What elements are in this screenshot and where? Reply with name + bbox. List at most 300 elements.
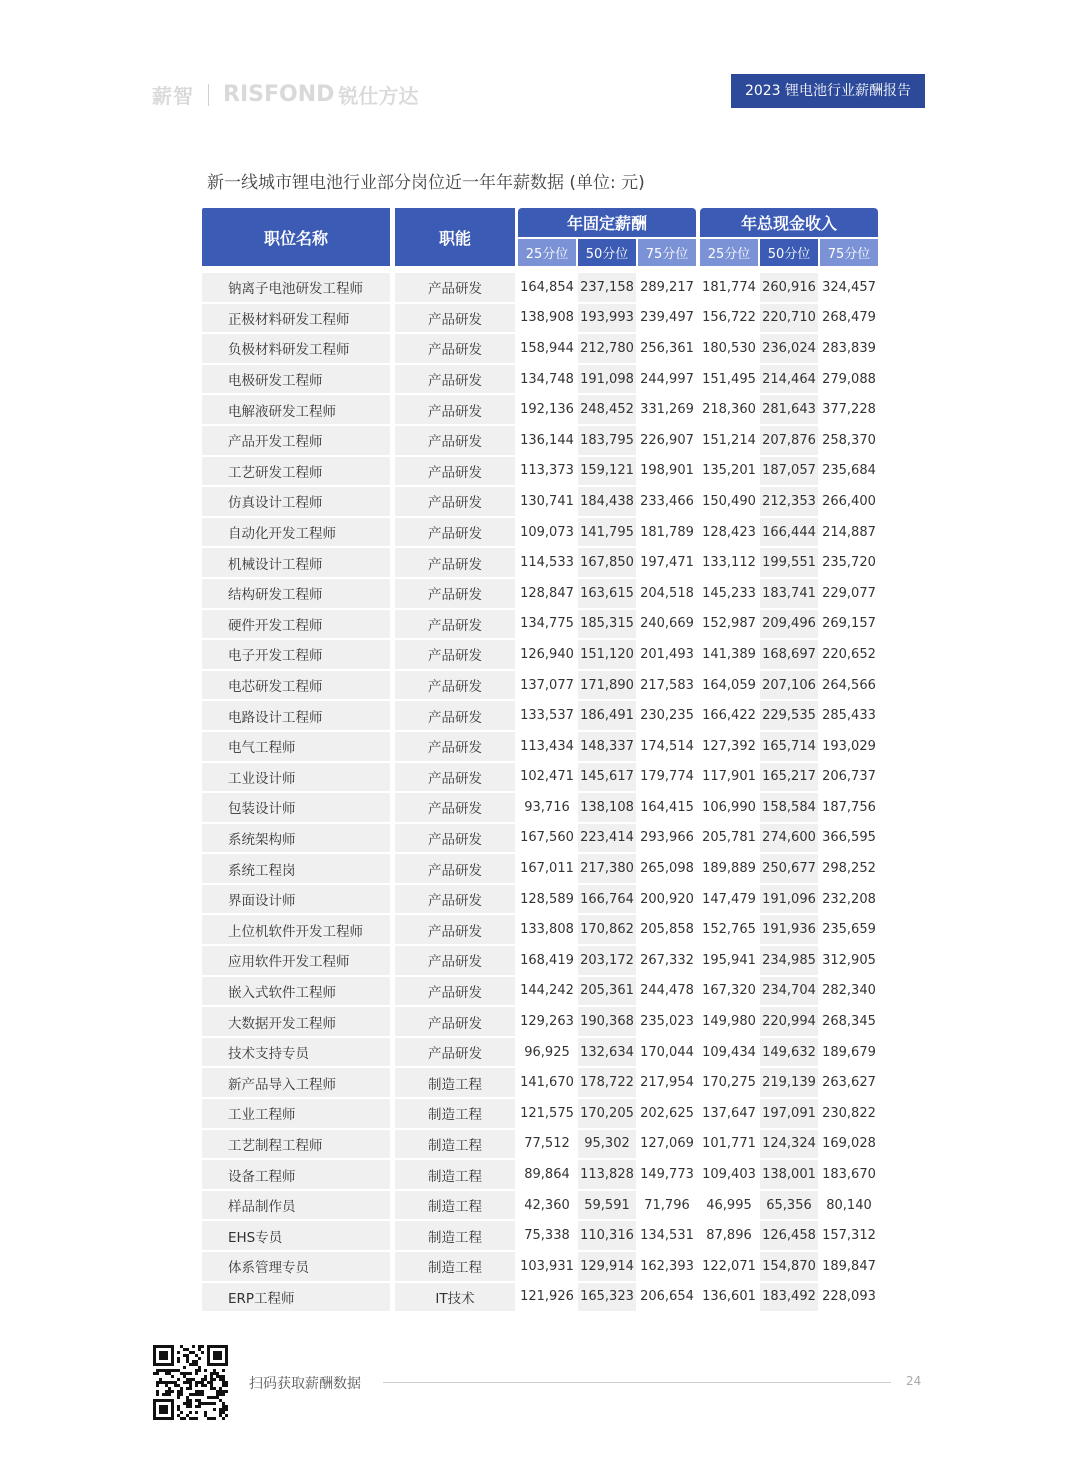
cell-total-p75: 206,737 xyxy=(822,769,876,785)
cell-fixed-p50: 193,993 xyxy=(578,304,636,333)
table-row xyxy=(202,272,878,303)
cell-fixed-p50: 178,722 xyxy=(578,1068,636,1097)
cell-fixed-p75: 226,907 xyxy=(640,432,694,448)
table-row xyxy=(202,762,878,793)
row-position-name: 钠离子电池研发工程师 xyxy=(202,273,390,302)
cell-fixed-p75: 164,415 xyxy=(640,799,694,815)
row-function: 制造工程 xyxy=(395,1160,515,1189)
cell-total-p75: 183,670 xyxy=(822,1167,876,1183)
row-position-name: 工艺制程工程师 xyxy=(202,1130,390,1159)
cell-total-p25: 147,479 xyxy=(702,891,756,907)
cell-total-p50: 197,091 xyxy=(760,1099,818,1128)
cell-total-p25: 151,214 xyxy=(702,432,756,448)
row-function: 产品研发 xyxy=(395,548,515,577)
report-title-badge: 2023 锂电池行业薪酬报告 xyxy=(731,74,925,108)
row-function: 产品研发 xyxy=(395,579,515,608)
cell-total-p75: 235,684 xyxy=(822,463,876,479)
cell-total-p50: 158,584 xyxy=(760,793,818,822)
row-position-name: 结构研发工程师 xyxy=(202,579,390,608)
cell-fixed-p75: 198,901 xyxy=(640,463,694,479)
row-function: 产品研发 xyxy=(395,395,515,424)
row-function: 产品研发 xyxy=(395,457,515,486)
cell-fixed-p25: 134,775 xyxy=(520,616,574,632)
qr-code-icon xyxy=(153,1345,228,1420)
cell-total-p50: 183,492 xyxy=(760,1283,818,1312)
cell-fixed-p25: 144,242 xyxy=(520,983,574,999)
row-function: 产品研发 xyxy=(395,365,515,394)
cell-total-p50: 219,139 xyxy=(760,1068,818,1097)
row-function: 产品研发 xyxy=(395,854,515,883)
cell-fixed-p50: 159,121 xyxy=(578,457,636,486)
cell-fixed-p75: 265,098 xyxy=(640,861,694,877)
cell-total-p25: 181,774 xyxy=(702,279,756,295)
logo-risfond-cn: 锐仕方达 xyxy=(338,84,419,108)
cell-total-p50: 149,632 xyxy=(760,1038,818,1067)
row-position-name: 体系管理专员 xyxy=(202,1252,390,1281)
row-position-name: 样品制作员 xyxy=(202,1191,390,1220)
row-function: 产品研发 xyxy=(395,426,515,455)
table-row xyxy=(202,792,878,823)
cell-fixed-p25: 114,533 xyxy=(520,555,574,571)
cell-total-p75: 169,028 xyxy=(822,1136,876,1152)
row-position-name: 大数据开发工程师 xyxy=(202,1007,390,1036)
row-function: 制造工程 xyxy=(395,1099,515,1128)
cell-fixed-p50: 110,316 xyxy=(578,1221,636,1250)
header-fixed-salary: 年固定薪酬 xyxy=(518,208,696,237)
cell-total-p50: 199,551 xyxy=(760,548,818,577)
cell-fixed-p25: 137,077 xyxy=(520,677,574,693)
cell-total-p25: 156,722 xyxy=(702,310,756,326)
cell-total-p50: 124,324 xyxy=(760,1130,818,1159)
cell-total-p25: 127,392 xyxy=(702,738,756,754)
cell-total-p75: 235,720 xyxy=(822,555,876,571)
row-position-name: 仿真设计工程师 xyxy=(202,487,390,516)
table-row xyxy=(202,1251,878,1282)
cell-fixed-p50: 217,380 xyxy=(578,854,636,883)
cell-fixed-p50: 59,591 xyxy=(578,1191,636,1220)
cell-total-p50: 229,535 xyxy=(760,701,818,730)
cell-fixed-p50: 166,764 xyxy=(578,885,636,914)
cell-fixed-p50: 151,120 xyxy=(578,640,636,669)
cell-fixed-p25: 141,670 xyxy=(520,1075,574,1091)
cell-fixed-p50: 171,890 xyxy=(578,671,636,700)
cell-total-p50: 220,710 xyxy=(760,304,818,333)
cell-fixed-p75: 204,518 xyxy=(640,585,694,601)
cell-total-p75: 193,029 xyxy=(822,738,876,754)
cell-fixed-p75: 244,997 xyxy=(640,371,694,387)
table-row xyxy=(202,609,878,640)
row-position-name: ERP工程师 xyxy=(202,1283,390,1312)
row-position-name: 设备工程师 xyxy=(202,1160,390,1189)
cell-fixed-p75: 235,023 xyxy=(640,1014,694,1030)
cell-total-p50: 236,024 xyxy=(760,334,818,363)
cell-total-p75: 228,093 xyxy=(822,1289,876,1305)
cell-fixed-p25: 103,931 xyxy=(520,1258,574,1274)
table-row xyxy=(202,1282,878,1313)
cell-total-p75: 283,839 xyxy=(822,340,876,356)
row-function: 产品研发 xyxy=(395,915,515,944)
cell-fixed-p25: 158,944 xyxy=(520,340,574,356)
cell-fixed-p50: 163,615 xyxy=(578,579,636,608)
cell-total-p50: 209,496 xyxy=(760,610,818,639)
cell-total-p75: 268,479 xyxy=(822,310,876,326)
row-function: 产品研发 xyxy=(395,763,515,792)
cell-fixed-p75: 217,583 xyxy=(640,677,694,693)
cell-total-p50: 212,353 xyxy=(760,487,818,516)
cell-fixed-p50: 237,158 xyxy=(578,273,636,302)
cell-total-p25: 133,112 xyxy=(702,555,756,571)
cell-fixed-p50: 170,862 xyxy=(578,915,636,944)
cell-total-p25: 46,995 xyxy=(706,1197,752,1213)
cell-total-p50: 220,994 xyxy=(760,1007,818,1036)
cell-fixed-p50: 212,780 xyxy=(578,334,636,363)
row-function: 产品研发 xyxy=(395,273,515,302)
row-position-name: 新产品导入工程师 xyxy=(202,1068,390,1097)
row-position-name: 系统架构师 xyxy=(202,824,390,853)
row-function: 产品研发 xyxy=(395,977,515,1006)
cell-total-p25: 152,987 xyxy=(702,616,756,632)
header-total-p75: 75分位 xyxy=(820,239,878,266)
cell-total-p75: 298,252 xyxy=(822,861,876,877)
cell-fixed-p75: 239,497 xyxy=(640,310,694,326)
row-position-name: 界面设计师 xyxy=(202,885,390,914)
cell-fixed-p75: 170,044 xyxy=(640,1044,694,1060)
row-function: 制造工程 xyxy=(395,1068,515,1097)
row-position-name: 电子开发工程师 xyxy=(202,640,390,669)
cell-total-p50: 165,217 xyxy=(760,763,818,792)
table-row xyxy=(202,731,878,762)
cell-total-p25: 135,201 xyxy=(702,463,756,479)
header-logo xyxy=(152,80,418,109)
cell-fixed-p50: 167,850 xyxy=(578,548,636,577)
row-function: 产品研发 xyxy=(395,946,515,975)
cell-total-p50: 250,677 xyxy=(760,854,818,883)
table-row xyxy=(202,456,878,487)
header-total-p25: 25分位 xyxy=(700,239,758,266)
cell-total-p25: 87,896 xyxy=(706,1228,752,1244)
cell-fixed-p75: 244,478 xyxy=(640,983,694,999)
cell-total-p75: 232,208 xyxy=(822,891,876,907)
cell-total-p50: 166,444 xyxy=(760,518,818,547)
cell-fixed-p75: 201,493 xyxy=(640,646,694,662)
row-function: 产品研发 xyxy=(395,732,515,761)
cell-total-p25: 164,059 xyxy=(702,677,756,693)
table-row xyxy=(202,394,878,425)
cell-fixed-p25: 133,808 xyxy=(520,922,574,938)
cell-fixed-p75: 293,966 xyxy=(640,830,694,846)
table-title: 新一线城市锂电池行业部分岗位近一年年薪数据 (单位: 元) xyxy=(207,173,645,193)
cell-total-p50: 260,916 xyxy=(760,273,818,302)
cell-total-p25: 136,601 xyxy=(702,1289,756,1305)
cell-total-p50: 274,600 xyxy=(760,824,818,853)
row-position-name: 产品开发工程师 xyxy=(202,426,390,455)
row-position-name: 应用软件开发工程师 xyxy=(202,946,390,975)
row-position-name: 电解液研发工程师 xyxy=(202,395,390,424)
cell-total-p75: 235,659 xyxy=(822,922,876,938)
cell-fixed-p25: 113,373 xyxy=(520,463,574,479)
row-position-name: 硬件开发工程师 xyxy=(202,610,390,639)
cell-total-p75: 324,457 xyxy=(822,279,876,295)
cell-total-p50: 126,458 xyxy=(760,1221,818,1250)
cell-fixed-p50: 132,634 xyxy=(578,1038,636,1067)
cell-total-p75: 269,157 xyxy=(822,616,876,632)
row-function: 产品研发 xyxy=(395,640,515,669)
cell-fixed-p75: 181,789 xyxy=(640,524,694,540)
row-function: 产品研发 xyxy=(395,793,515,822)
table-row xyxy=(202,578,878,609)
row-position-name: 机械设计工程师 xyxy=(202,548,390,577)
cell-fixed-p25: 134,748 xyxy=(520,371,574,387)
cell-fixed-p75: 205,858 xyxy=(640,922,694,938)
table-row xyxy=(202,1037,878,1068)
cell-fixed-p25: 113,434 xyxy=(520,738,574,754)
table-row xyxy=(202,1190,878,1221)
cell-fixed-p50: 203,172 xyxy=(578,946,636,975)
row-position-name: 电极研发工程师 xyxy=(202,365,390,394)
cell-total-p25: 195,941 xyxy=(702,952,756,968)
table-row xyxy=(202,547,878,578)
row-position-name: 自动化开发工程师 xyxy=(202,518,390,547)
header-fixed-p75: 75分位 xyxy=(638,239,696,266)
table-row xyxy=(202,1129,878,1160)
cell-total-p50: 138,001 xyxy=(760,1160,818,1189)
row-position-name: 工业工程师 xyxy=(202,1099,390,1128)
table-row xyxy=(202,976,878,1007)
cell-fixed-p75: 197,471 xyxy=(640,555,694,571)
cell-fixed-p50: 191,098 xyxy=(578,365,636,394)
cell-total-p75: 80,140 xyxy=(826,1197,872,1213)
cell-total-p75: 187,756 xyxy=(822,799,876,815)
cell-total-p25: 150,490 xyxy=(702,493,756,509)
cell-fixed-p75: 71,796 xyxy=(644,1197,690,1213)
table-row xyxy=(202,914,878,945)
cell-total-p75: 366,595 xyxy=(822,830,876,846)
header-fixed-p25: 25分位 xyxy=(518,239,576,266)
cell-fixed-p25: 138,908 xyxy=(520,310,574,326)
header-total-p50: 50分位 xyxy=(760,239,818,266)
cell-fixed-p75: 240,669 xyxy=(640,616,694,632)
table-row xyxy=(202,700,878,731)
table-row xyxy=(202,1067,878,1098)
row-position-name: 工业设计师 xyxy=(202,763,390,792)
cell-fixed-p25: 102,471 xyxy=(520,769,574,785)
table-row xyxy=(202,303,878,334)
cell-total-p50: 281,643 xyxy=(760,395,818,424)
cell-fixed-p50: 113,828 xyxy=(578,1160,636,1189)
table-row xyxy=(202,425,878,456)
cell-fixed-p75: 331,269 xyxy=(640,402,694,418)
row-position-name: 工艺研发工程师 xyxy=(202,457,390,486)
cell-total-p25: 167,320 xyxy=(702,983,756,999)
table-row xyxy=(202,1159,878,1190)
cell-total-p50: 187,057 xyxy=(760,457,818,486)
table-row xyxy=(202,853,878,884)
table-row xyxy=(202,517,878,548)
table-row xyxy=(202,1006,878,1037)
cell-fixed-p25: 164,854 xyxy=(520,279,574,295)
cell-total-p75: 264,566 xyxy=(822,677,876,693)
row-function: 制造工程 xyxy=(395,1221,515,1250)
row-position-name: 系统工程岗 xyxy=(202,854,390,883)
cell-total-p50: 207,106 xyxy=(760,671,818,700)
cell-fixed-p50: 186,491 xyxy=(578,701,636,730)
table-row xyxy=(202,670,878,701)
cell-fixed-p25: 129,263 xyxy=(520,1014,574,1030)
cell-fixed-p25: 130,741 xyxy=(520,493,574,509)
cell-fixed-p25: 93,716 xyxy=(524,799,570,815)
row-function: 产品研发 xyxy=(395,518,515,547)
table-row xyxy=(202,823,878,854)
cell-total-p75: 189,679 xyxy=(822,1044,876,1060)
table-row xyxy=(202,945,878,976)
cell-total-p50: 168,697 xyxy=(760,640,818,669)
cell-total-p25: 180,530 xyxy=(702,340,756,356)
cell-fixed-p75: 233,466 xyxy=(640,493,694,509)
cell-fixed-p25: 75,338 xyxy=(524,1228,570,1244)
row-position-name: 包装设计师 xyxy=(202,793,390,822)
cell-fixed-p25: 136,144 xyxy=(520,432,574,448)
cell-total-p75: 266,400 xyxy=(822,493,876,509)
row-function: 产品研发 xyxy=(395,1007,515,1036)
cell-total-p50: 234,985 xyxy=(760,946,818,975)
table-body xyxy=(202,272,878,1312)
cell-total-p25: 151,495 xyxy=(702,371,756,387)
cell-fixed-p25: 167,560 xyxy=(520,830,574,846)
cell-total-p25: 106,990 xyxy=(702,799,756,815)
header-function: 职能 xyxy=(395,208,515,266)
row-position-name: EHS专员 xyxy=(202,1221,390,1250)
header-total-cash: 年总现金收入 xyxy=(700,208,878,237)
cell-fixed-p50: 141,795 xyxy=(578,518,636,547)
row-position-name: 技术支持专员 xyxy=(202,1038,390,1067)
cell-total-p75: 214,887 xyxy=(822,524,876,540)
row-position-name: 上位机软件开发工程师 xyxy=(202,915,390,944)
cell-total-p75: 268,345 xyxy=(822,1014,876,1030)
row-function: 产品研发 xyxy=(395,671,515,700)
cell-total-p25: 170,275 xyxy=(702,1075,756,1091)
cell-total-p25: 137,647 xyxy=(702,1105,756,1121)
row-function: 产品研发 xyxy=(395,1038,515,1067)
cell-total-p75: 312,905 xyxy=(822,952,876,968)
row-position-name: 电气工程师 xyxy=(202,732,390,761)
cell-fixed-p50: 95,302 xyxy=(578,1130,636,1159)
footer-divider xyxy=(383,1382,891,1383)
cell-total-p50: 191,096 xyxy=(760,885,818,914)
table-row xyxy=(202,364,878,395)
cell-total-p75: 279,088 xyxy=(822,371,876,387)
cell-fixed-p25: 128,589 xyxy=(520,891,574,907)
row-position-name: 负极材料研发工程师 xyxy=(202,334,390,363)
header-fixed-p50: 50分位 xyxy=(578,239,636,266)
cell-total-p50: 214,464 xyxy=(760,365,818,394)
cell-fixed-p75: 202,625 xyxy=(640,1105,694,1121)
cell-total-p25: 141,389 xyxy=(702,646,756,662)
row-position-name: 嵌入式软件工程师 xyxy=(202,977,390,1006)
cell-fixed-p50: 148,337 xyxy=(578,732,636,761)
cell-fixed-p75: 174,514 xyxy=(640,738,694,754)
cell-total-p25: 166,422 xyxy=(702,708,756,724)
row-function: 产品研发 xyxy=(395,824,515,853)
cell-fixed-p75: 256,361 xyxy=(640,340,694,356)
cell-total-p75: 377,228 xyxy=(822,402,876,418)
cell-fixed-p75: 149,773 xyxy=(640,1167,694,1183)
cell-fixed-p50: 190,368 xyxy=(578,1007,636,1036)
row-function: 产品研发 xyxy=(395,701,515,730)
cell-fixed-p75: 289,217 xyxy=(640,279,694,295)
cell-fixed-p75: 267,332 xyxy=(640,952,694,968)
cell-total-p75: 285,433 xyxy=(822,708,876,724)
cell-fixed-p25: 128,847 xyxy=(520,585,574,601)
cell-fixed-p25: 192,136 xyxy=(520,402,574,418)
row-function: 产品研发 xyxy=(395,885,515,914)
page-number: 24 xyxy=(906,1374,922,1388)
logo-risfond: RISFOND xyxy=(223,82,335,107)
cell-fixed-p25: 77,512 xyxy=(524,1136,570,1152)
row-position-name: 电芯研发工程师 xyxy=(202,671,390,700)
row-function: 制造工程 xyxy=(395,1191,515,1220)
cell-fixed-p25: 168,419 xyxy=(520,952,574,968)
table-row xyxy=(202,333,878,364)
table-row xyxy=(202,1220,878,1251)
cell-fixed-p75: 127,069 xyxy=(640,1136,694,1152)
cell-total-p50: 183,741 xyxy=(760,579,818,608)
cell-total-p75: 258,370 xyxy=(822,432,876,448)
header-position: 职位名称 xyxy=(202,208,390,266)
cell-fixed-p75: 200,920 xyxy=(640,891,694,907)
row-function: 产品研发 xyxy=(395,304,515,333)
cell-fixed-p25: 42,360 xyxy=(524,1197,570,1213)
cell-total-p50: 154,870 xyxy=(760,1252,818,1281)
cell-total-p25: 152,765 xyxy=(702,922,756,938)
cell-fixed-p75: 179,774 xyxy=(640,769,694,785)
cell-total-p50: 165,714 xyxy=(760,732,818,761)
row-function: 产品研发 xyxy=(395,610,515,639)
table-header xyxy=(202,208,878,266)
cell-fixed-p25: 96,925 xyxy=(524,1044,570,1060)
cell-total-p25: 128,423 xyxy=(702,524,756,540)
cell-fixed-p25: 167,011 xyxy=(520,861,574,877)
cell-fixed-p50: 183,795 xyxy=(578,426,636,455)
cell-total-p75: 220,652 xyxy=(822,646,876,662)
table-row xyxy=(202,884,878,915)
salary-table xyxy=(202,208,878,1307)
row-position-name: 电路设计工程师 xyxy=(202,701,390,730)
cell-total-p25: 145,233 xyxy=(702,585,756,601)
cell-total-p50: 65,356 xyxy=(760,1191,818,1220)
cell-total-p75: 229,077 xyxy=(822,585,876,601)
cell-fixed-p50: 205,361 xyxy=(578,977,636,1006)
cell-fixed-p50: 138,108 xyxy=(578,793,636,822)
row-function: IT技术 xyxy=(395,1283,515,1312)
cell-fixed-p75: 206,654 xyxy=(640,1289,694,1305)
cell-total-p75: 282,340 xyxy=(822,983,876,999)
cell-fixed-p50: 185,315 xyxy=(578,610,636,639)
cell-fixed-p25: 89,864 xyxy=(524,1167,570,1183)
cell-total-p50: 234,704 xyxy=(760,977,818,1006)
cell-total-p25: 218,360 xyxy=(702,402,756,418)
cell-fixed-p25: 126,940 xyxy=(520,646,574,662)
cell-total-p75: 263,627 xyxy=(822,1075,876,1091)
scan-text: 扫码获取薪酬数据 xyxy=(249,1376,361,1392)
cell-fixed-p25: 121,926 xyxy=(520,1289,574,1305)
cell-fixed-p25: 133,537 xyxy=(520,708,574,724)
cell-fixed-p75: 217,954 xyxy=(640,1075,694,1091)
row-function: 产品研发 xyxy=(395,334,515,363)
row-position-name: 正极材料研发工程师 xyxy=(202,304,390,333)
cell-fixed-p50: 184,438 xyxy=(578,487,636,516)
cell-total-p25: 122,071 xyxy=(702,1258,756,1274)
cell-total-p25: 205,781 xyxy=(702,830,756,846)
